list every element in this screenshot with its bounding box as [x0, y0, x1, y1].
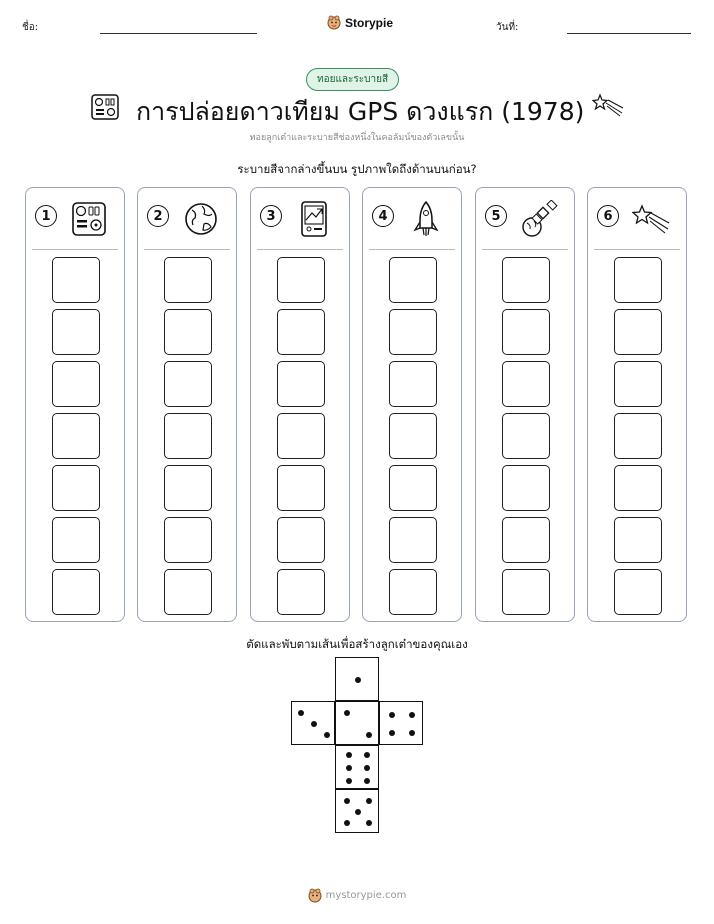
globe-icon [182, 200, 220, 238]
color-cell[interactable] [164, 257, 212, 303]
color-cell[interactable] [277, 309, 325, 355]
color-cell[interactable] [614, 309, 662, 355]
column-5 [475, 187, 575, 622]
column-2 [137, 187, 237, 622]
color-cell[interactable] [164, 361, 212, 407]
column-number: 3 [260, 205, 282, 227]
color-cell[interactable] [277, 361, 325, 407]
color-cell[interactable] [502, 361, 550, 407]
dice-pip [298, 710, 304, 716]
color-cell[interactable] [614, 569, 662, 615]
column-number: 5 [485, 205, 507, 227]
color-cell[interactable] [502, 569, 550, 615]
color-cell[interactable] [164, 569, 212, 615]
page-subtitle: ทอยลูกเต๋าและระบายสีช่องหนึ่งในคอลัมน์ของตัวเลขนั้น [249, 133, 465, 143]
color-cell[interactable] [277, 569, 325, 615]
color-cell[interactable] [614, 465, 662, 511]
dice-pip [389, 730, 395, 736]
column-divider [257, 249, 343, 250]
color-cell[interactable] [389, 517, 437, 563]
dice-pip [364, 778, 370, 784]
color-cell[interactable] [164, 413, 212, 459]
dice-face-3 [291, 701, 335, 745]
color-cell[interactable] [614, 361, 662, 407]
column-3 [250, 187, 350, 622]
satellite-earth-icon [520, 200, 558, 238]
footer [0, 888, 714, 903]
color-cell[interactable] [502, 413, 550, 459]
color-cell[interactable] [277, 517, 325, 563]
column-divider [594, 249, 680, 250]
dice-face-2 [335, 701, 379, 745]
dice-face-5 [335, 789, 379, 833]
column-divider [32, 249, 118, 250]
color-cell[interactable] [502, 465, 550, 511]
dice-pip [355, 677, 361, 683]
color-cell[interactable] [614, 413, 662, 459]
dice-pip [344, 710, 350, 716]
color-cell[interactable] [389, 361, 437, 407]
color-cell[interactable] [52, 517, 100, 563]
color-cell[interactable] [389, 413, 437, 459]
column-divider [369, 249, 455, 250]
activity-badge: ทอยและระบายสี [306, 68, 399, 91]
color-cell[interactable] [389, 465, 437, 511]
shooting-star-icon [632, 200, 670, 238]
column-number: 1 [35, 205, 57, 227]
pie-mascot-icon [308, 888, 322, 903]
dice-pip [344, 798, 350, 804]
color-cell[interactable] [52, 257, 100, 303]
dice-pip [366, 820, 372, 826]
dice-pip [364, 752, 370, 758]
dice-pip [366, 798, 372, 804]
color-cell[interactable] [164, 309, 212, 355]
color-cell[interactable] [164, 517, 212, 563]
column-header [588, 188, 686, 250]
column-number: 6 [597, 205, 619, 227]
name-label: ชื่อ: [22, 22, 39, 33]
dice-pip [409, 730, 415, 736]
color-cell[interactable] [389, 569, 437, 615]
color-cell[interactable] [52, 361, 100, 407]
column-header [138, 188, 236, 250]
dice-pip [409, 712, 415, 718]
color-cell[interactable] [389, 257, 437, 303]
color-cell[interactable] [52, 465, 100, 511]
column-1 [25, 187, 125, 622]
rocket-icon [407, 200, 445, 238]
control-panel-icon [70, 200, 108, 238]
color-cell[interactable] [502, 517, 550, 563]
column-header [26, 188, 124, 250]
column-divider [144, 249, 230, 250]
column-number: 4 [372, 205, 394, 227]
color-cell[interactable] [52, 309, 100, 355]
title-star-icon [592, 93, 626, 119]
column-number: 2 [147, 205, 169, 227]
dice-pip [324, 732, 330, 738]
color-cell[interactable] [52, 569, 100, 615]
pie-mascot-icon [327, 15, 341, 30]
dice-instruction: ตัดและพับตามเส้นเพื่อสร้างลูกเต๋าของคุณเอง [246, 637, 468, 651]
color-cell[interactable] [277, 257, 325, 303]
color-cell[interactable] [502, 309, 550, 355]
color-cell[interactable] [614, 257, 662, 303]
dice-face-6 [335, 745, 379, 789]
dice-face-1 [335, 657, 379, 701]
date-label: วันที่: [496, 22, 519, 33]
color-cell[interactable] [389, 309, 437, 355]
dice-face-4 [379, 701, 423, 745]
color-cell[interactable] [502, 257, 550, 303]
instruction-question: ระบายสีจากล่างขึ้นบน รูปภาพใดถึงด้านบนก่อน? [237, 162, 477, 176]
column-header [476, 188, 574, 250]
dice-pip [344, 820, 350, 826]
dice-pip [366, 732, 372, 738]
color-cell[interactable] [277, 465, 325, 511]
color-cell[interactable] [614, 517, 662, 563]
dice-pip [346, 752, 352, 758]
map-device-icon [295, 200, 333, 238]
color-cell[interactable] [277, 413, 325, 459]
dice-pip [355, 809, 361, 815]
dice-pip [346, 765, 352, 771]
dice-pip [389, 712, 395, 718]
name-field-line[interactable] [100, 33, 257, 34]
dice-pip [346, 778, 352, 784]
column-header [363, 188, 461, 250]
footer-url[interactable]: mystorypie.com [325, 890, 407, 901]
column-divider [482, 249, 568, 250]
dice-pip [311, 721, 317, 727]
color-cell[interactable] [52, 413, 100, 459]
column-header [251, 188, 349, 250]
date-field-line[interactable] [567, 33, 691, 34]
brand-name: Storypie [345, 15, 394, 30]
color-cell[interactable] [164, 465, 212, 511]
column-6 [587, 187, 687, 622]
page-title: การปล่อยดาวเทียม GPS ดวงแรก (1978) [136, 97, 585, 126]
brand-logo [327, 15, 393, 30]
column-4 [362, 187, 462, 622]
title-panel-icon [90, 93, 124, 125]
dice-pip [364, 765, 370, 771]
